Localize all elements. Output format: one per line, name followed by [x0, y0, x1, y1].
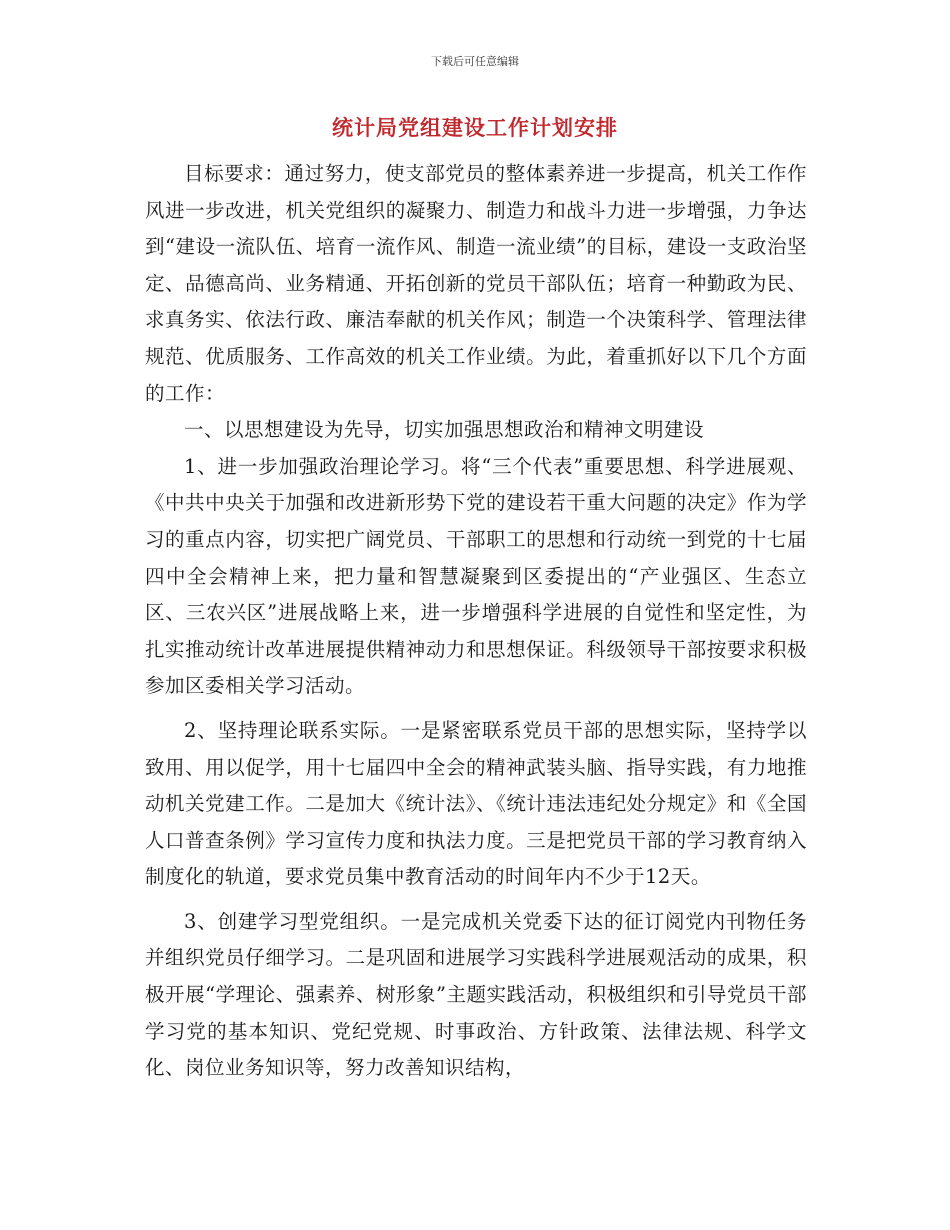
document-body: [145, 156, 807, 1087]
paragraph-item-3: 3、创建学习型党组织。一是完成机关党委下达的征订阅党内刊物任务并组织党员仔细学习。二是巩固和进展学习实践科学进展观活动的成果，积极开展“学理论、强素养、树形象”主题实践活动，积极组织和引导党员干部学习党的基本知识、党纪党规、时事政治、方针政策、法律法规、科学文化、岗位业务知识等，努力改善知识结构，: [145, 909, 807, 1080]
header-note: 下载后可任意编辑: [431, 55, 519, 68]
document-title: 统计局党组建设工作计划安排: [332, 116, 618, 140]
paragraph-item-2: 2、坚持理论联系实际。一是紧密联系党员干部的思想实际，坚持学以致用、用以促学，用十七届四中全会的精神武装头脑、指导实践，有力地推动机关党建工作。二是加大《统计法》、《统计违法违纪处分规定》和《全国人口普查条例》学习宣传力度和执法力度。三是把党员干部的学习教育纳入制度化的轨道，要求党员集中教育活动的时间年内不少于12天。: [145, 718, 807, 889]
paragraph-item-1: 1、进一步加强政治理论学习。将“三个代表”重要思想、科学进展观、《中共中央关于加强和改进新形势下党的建设若干重大问题的决定》作为学习的重点内容，切实把广阔党员、干部职工的思想和行动统一到党的十七届四中全会精神上来，把力量和智慧凝聚到区委提出的“产业强区、生态立区、三农兴区”进展战略上来，进一步增强科学进展的自觉性和坚定性，为扎实推动统计改革进展提供精神动力和思想保证。科级领导干部按要求积极参加区委相关学习活动。: [145, 454, 807, 698]
paragraph-goals: 目标要求：通过努力，使支部党员的整体素养进一步提高，机关工作作风进一步改进，机关党组织的凝聚力、制造力和战斗力进一步增强，力争达到“建设一流队伍、培育一流作风、制造一流业绩”的目标，建设一支政治坚定、品德高尚、业务精通、开拓创新的党员干部队伍；培育一种勤政为民、求真务实、依法行政、廉洁奉献的机关作风；制造一个决策科学、管理法律规范、优质服务、工作高效的机关工作业绩。为此，着重抓好以下几个方面的工作：: [145, 162, 807, 405]
section-heading-1: 一、以思想建设为先导，切实加强思想政治和精神文明建设: [184, 418, 705, 442]
